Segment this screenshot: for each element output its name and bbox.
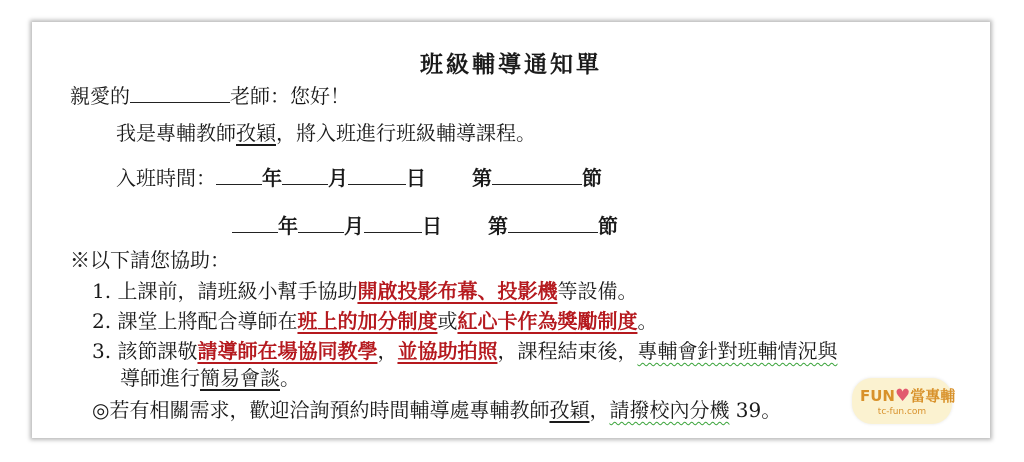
period-blank xyxy=(492,166,582,185)
month-label: 月 xyxy=(344,214,364,238)
greeting-prefix: 親愛的 xyxy=(70,84,130,108)
item-text: 導師進行 xyxy=(120,366,200,390)
item-text: 等設備。 xyxy=(557,279,638,303)
item-text: ， xyxy=(377,339,398,363)
period-suffix: 節 xyxy=(598,214,618,238)
year-label: 年 xyxy=(262,166,282,190)
item-highlight: 班上的加分制度 xyxy=(297,309,438,333)
intro-before: 我是專輔教師 xyxy=(116,121,236,145)
footer-line xyxy=(92,394,781,423)
year-blank xyxy=(216,166,262,185)
greeting-suffix: 老師：您好！ xyxy=(230,84,350,108)
item-text: 該節課敬 xyxy=(117,339,198,363)
counselor-name: 孜穎 xyxy=(549,398,590,422)
greeting-line xyxy=(70,80,350,109)
help-item-3 xyxy=(92,335,837,364)
day-label: 日 xyxy=(422,214,442,238)
item-text: 或 xyxy=(437,309,458,333)
day-blank xyxy=(348,166,406,185)
help-header: ※以下請您協助： xyxy=(70,248,230,272)
teacher-name-blank xyxy=(130,84,230,103)
schedule-row-2 xyxy=(232,210,618,239)
intro-after: ，將入班進行班級輔導課程。 xyxy=(276,121,536,145)
item-number: 3. xyxy=(92,339,112,363)
logo-cn: 當專輔 xyxy=(910,387,956,405)
year-label: 年 xyxy=(278,214,298,238)
footer-text: ， xyxy=(589,398,610,422)
item-number: 1. xyxy=(92,279,112,303)
help-item-3-continued xyxy=(120,362,300,391)
period-suffix: 節 xyxy=(582,166,602,190)
logo-fun: FUN xyxy=(860,387,895,405)
intro-line xyxy=(116,117,536,146)
extension-text: 請撥校內分機 xyxy=(609,398,730,422)
item-text: 。 xyxy=(637,309,658,333)
month-blank xyxy=(298,214,344,233)
month-label: 月 xyxy=(328,166,348,190)
fun-counselor-logo xyxy=(852,378,956,424)
item-number: 2. xyxy=(92,309,112,333)
schedule-label: 入班時間： xyxy=(116,166,216,190)
schedule-row-1 xyxy=(116,162,602,191)
item-underlined: 簡易會談 xyxy=(200,366,280,390)
year-blank xyxy=(232,214,278,233)
item-highlight: 請導師在場協同教學 xyxy=(197,339,378,363)
notice-title: 班級輔導通知單 xyxy=(420,51,602,78)
item-text: 課堂上將配合導師在 xyxy=(117,309,298,333)
logo-url: tc-fun.com xyxy=(877,407,927,417)
period-blank xyxy=(508,214,598,233)
period-prefix: 第 xyxy=(472,166,492,190)
notice-card xyxy=(32,22,990,438)
item-text: 上課前，請班級小幫手協助 xyxy=(117,279,358,303)
item-wavy-text: 專輔會針對班輔情況與 xyxy=(637,339,838,363)
item-highlight: 並協助拍照 xyxy=(397,339,498,363)
item-highlight: 紅心卡作為獎勵制度 xyxy=(457,309,638,333)
extension-number: 39。 xyxy=(729,398,782,422)
item-text: 。 xyxy=(280,366,300,390)
help-item-1 xyxy=(92,275,637,304)
heart-icon: ♥ xyxy=(894,386,911,406)
month-blank xyxy=(282,166,328,185)
help-item-2 xyxy=(92,305,657,334)
day-label: 日 xyxy=(406,166,426,190)
item-highlight: 開啟投影布幕、投影機 xyxy=(357,279,558,303)
day-blank xyxy=(364,214,422,233)
item-text: ，課程結束後， xyxy=(497,339,638,363)
period-prefix: 第 xyxy=(488,214,508,238)
counselor-name: 孜穎 xyxy=(236,121,276,145)
footer-text: ◎若有相關需求，歡迎洽詢預約時間輔導處專輔教師 xyxy=(92,398,550,422)
logo-brand xyxy=(860,385,955,406)
